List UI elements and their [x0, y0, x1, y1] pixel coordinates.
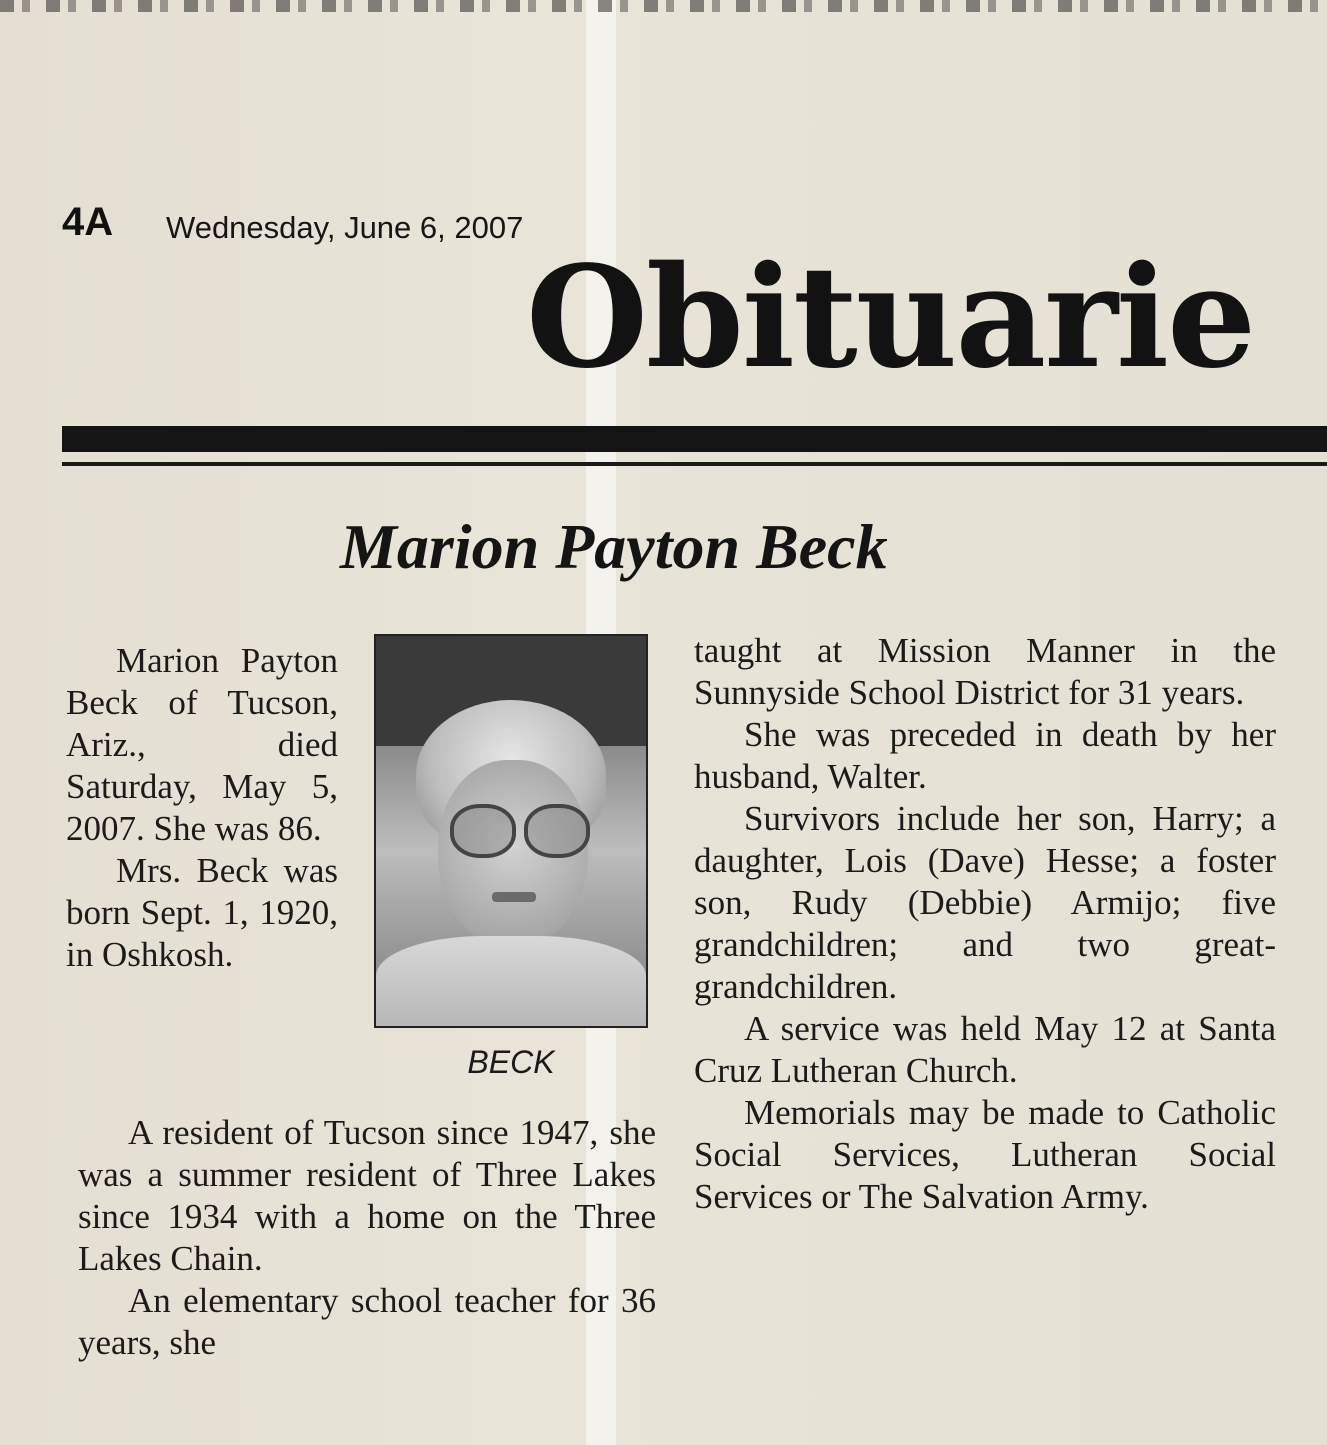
photo-caption: BECK [467, 1044, 555, 1080]
obituary-headline: Marion Payton Beck [340, 511, 888, 582]
obituary-paragraph: Memorials may be made to Catholic Social Services, Lutheran Social Services or The Salvation Army. [694, 1093, 1276, 1216]
photo-mouth [492, 892, 536, 902]
obituary-paragraph: A service was held May 12 at Santa Cruz Lutheran Church. [694, 1009, 1276, 1090]
obituary-column-2 [694, 630, 1276, 1218]
obituary-paragraph: Marion Payton Beck of Tucson, Ariz., died Saturday, May 5, 2007. She was 86. [66, 641, 338, 848]
obituary-paragraph: Mrs. Beck was born Sept. 1, 1920, in Oshkosh. [66, 851, 338, 974]
photo-glasses-left [450, 804, 516, 858]
portrait-photo [374, 634, 648, 1028]
section-rule-thin [62, 462, 1327, 466]
photo-glasses-right [524, 804, 590, 858]
section-title: Obituarie [526, 236, 1255, 400]
torn-top-edge [0, 0, 1327, 12]
obituary-paragraph: A resident of Tucson since 1947, she was a summer resident of Three Lakes since 1934 with a home on the Three Lakes Chain. [78, 1113, 656, 1278]
obituary-paragraph: She was preceded in death by her husband, Walter. [694, 715, 1276, 796]
obituary-paragraph: An elementary school teacher for 36 years, she [78, 1281, 656, 1362]
photo-shoulders [376, 936, 646, 1028]
section-rule-thick [62, 426, 1327, 452]
obituary-column-1-wide [78, 1112, 656, 1364]
page-number: 4A [62, 200, 114, 244]
obituary-paragraph: taught at Mission Manner in the Sunnyside School District for 31 years. [694, 631, 1276, 712]
obituary-column-1 [66, 640, 338, 976]
obituary-paragraph: Survivors include her son, Harry; a daughter, Lois (Dave) Hesse; a foster son, Rudy (Debbie) Armijo; five grandchildren; and two great-grandchildren. [694, 799, 1276, 1006]
page-date: Wednesday, June 6, 2007 [166, 210, 524, 245]
